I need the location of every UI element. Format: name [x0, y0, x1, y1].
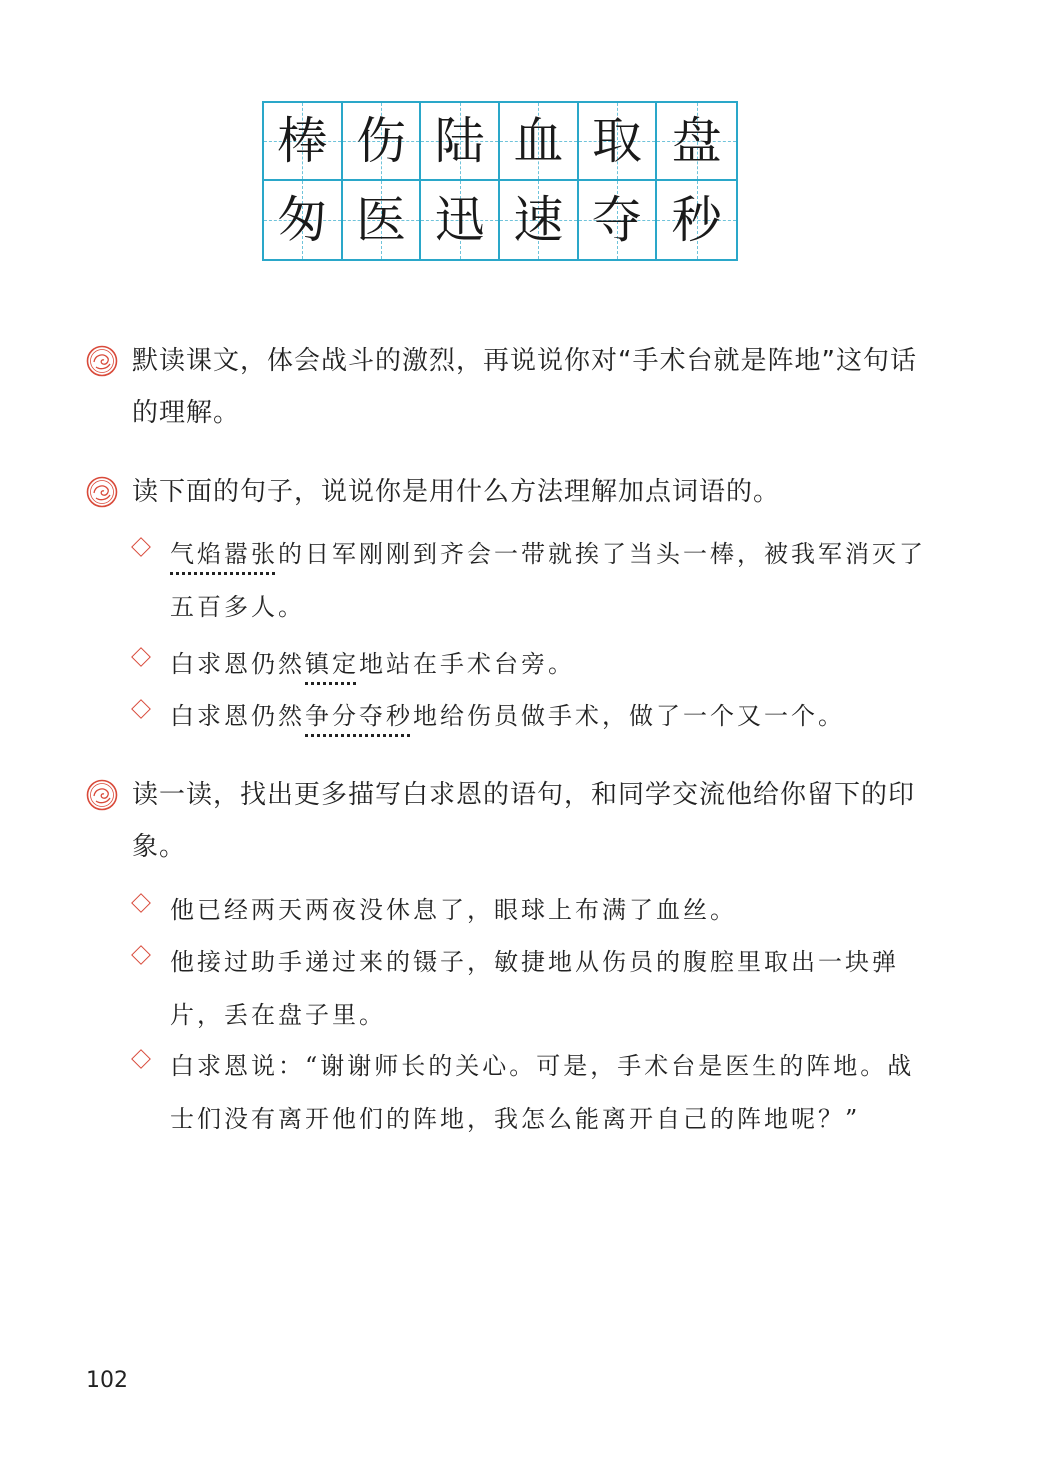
diamond-bullet-icon [131, 945, 151, 965]
grid-char: 盘 [671, 112, 722, 170]
dotted-word: 争分夺秒 [305, 702, 413, 730]
sentence-part: 白求恩仍然 [170, 650, 305, 678]
grid-cell [343, 181, 422, 259]
question-text: 读下面的句子，说说你是用什么方法理解加点词语的。 [132, 477, 781, 507]
grid-cell [579, 181, 658, 259]
grid-char: 秒 [671, 191, 722, 249]
sentence-text: 他接过助手递过来的镊子，敏捷地从伤员的腹腔里取出一块弹片，丢在盘子里。 [170, 948, 899, 1029]
diamond-bullet-icon [131, 647, 151, 667]
question-1 [86, 335, 936, 439]
page-number: 102 [86, 1368, 128, 1393]
grid-cell [264, 103, 343, 181]
grid-char: 迅 [434, 191, 485, 249]
sentence-part: 的日军刚刚到齐会一带就挨了当头一棒，被我军消灭了五百多人。 [170, 540, 926, 621]
grid-char: 匆 [277, 191, 328, 249]
grid-char: 陆 [434, 112, 485, 170]
swirl-seal-icon [86, 345, 118, 377]
diamond-bullet-icon [131, 699, 151, 719]
sentence-item [134, 690, 934, 743]
dotted-word: 气焰嚣张 [170, 540, 278, 568]
diamond-bullet-icon [131, 893, 151, 913]
grid-cell [421, 181, 500, 259]
grid-cell [579, 103, 658, 181]
grid-cell [421, 103, 500, 181]
question-3 [86, 769, 936, 873]
sentence-item [134, 528, 934, 634]
grid-char: 速 [513, 191, 564, 249]
grid-char: 医 [355, 191, 406, 249]
grid-char: 夺 [591, 191, 642, 249]
sentence-item [134, 638, 934, 691]
sentence-text: 他已经两天两夜没休息了，眼球上布满了血丝。 [170, 896, 737, 924]
sentence-item [134, 1040, 934, 1146]
diamond-bullet-icon [131, 1049, 151, 1069]
diamond-bullet-icon [131, 537, 151, 557]
sentence-text [170, 638, 934, 691]
grid-cell [500, 103, 579, 181]
grid-char: 血 [513, 112, 564, 170]
sentence-part: 白求恩仍然 [170, 702, 305, 730]
dotted-word: 镇定 [305, 650, 359, 678]
character-grid [262, 101, 738, 261]
grid-cell [343, 103, 422, 181]
grid-cell [264, 181, 343, 259]
grid-cell [500, 181, 579, 259]
sentence-part: 地给伤员做手术，做了一个又一个。 [413, 702, 845, 730]
sentence-part: 地站在手术台旁。 [359, 650, 575, 678]
question-text: 默读课文，体会战斗的激烈，再说说你对“手术台就是阵地”这句话的理解。 [132, 346, 917, 428]
grid-char: 棒 [277, 112, 328, 170]
swirl-seal-icon [86, 476, 118, 508]
grid-char: 伤 [355, 112, 406, 170]
sentence-text [170, 528, 934, 634]
sentence-item [134, 936, 934, 1042]
sentence-text: 白求恩说：“谢谢师长的关心。可是，手术台是医生的阵地。战士们没有离开他们的阵地，我怎么能离开自己的阵地呢？” [170, 1052, 915, 1133]
question-2 [86, 466, 936, 518]
grid-cell [657, 103, 736, 181]
grid-char: 取 [591, 112, 642, 170]
question-text: 读一读，找出更多描写白求恩的语句，和同学交流他给你留下的印象。 [132, 780, 916, 862]
sentence-text [170, 690, 934, 743]
sentence-item [134, 884, 934, 937]
swirl-seal-icon [86, 779, 118, 811]
grid-cell [657, 181, 736, 259]
